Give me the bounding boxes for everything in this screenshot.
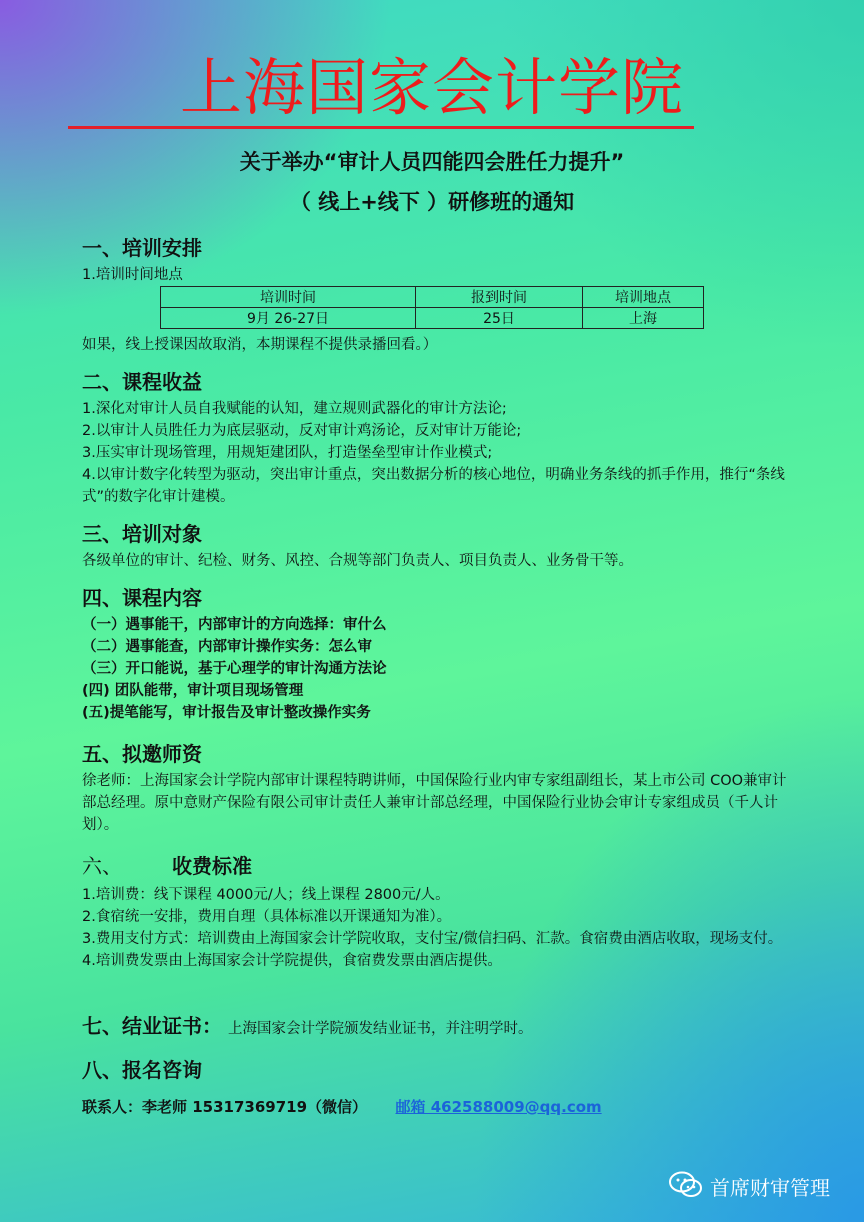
section5-heading: 五、拟邀师资 (82, 742, 202, 766)
section8-heading: 八、报名咨询 (82, 1058, 202, 1082)
section7-heading: 七、结业证书： (82, 1014, 222, 1038)
table-row (161, 308, 704, 329)
list-item: （二）遇事能查，内部审计操作实务：怎么审 (82, 639, 372, 655)
section6-heading-num: 六、 (82, 854, 122, 878)
list-item: （三）开口能说，基于心理学的审计沟通方法论 (82, 661, 387, 677)
section4-heading: 四、课程内容 (82, 586, 202, 610)
list-item: 4.以审计数字化转型为驱动，突出审计重点，突出数据分析的核心地位，明确业务条线的抓手作用，推行“条线式”的数字化审计建模。 (82, 467, 785, 505)
list-item: 2.以审计人员胜任力为底层驱动，反对审计鸡汤论，反对审计万能论; (82, 423, 522, 439)
brand-underline (68, 126, 694, 129)
contact-line (82, 1096, 602, 1117)
table-header-cell: 培训时间 (161, 287, 416, 308)
table-cell: 25日 (416, 308, 583, 329)
list-item: (五)提笔能写，审计报告及审计整改操作实务 (82, 705, 371, 721)
section7 (82, 1010, 533, 1039)
section3-heading: 三、培训对象 (82, 522, 202, 546)
section6-list (82, 884, 788, 972)
list-item: 3.费用支付方式：培训费由上海国家会计学院收取，支付宝/微信扫码、汇款。食宿费由酒店收取，现场支付。 (82, 931, 783, 947)
table-cell: 9月 26-27日 (161, 308, 416, 329)
table-header-row (161, 287, 704, 308)
list-item: 1.深化对审计人员自我赋能的认知，建立规则武器化的审计方法论; (82, 401, 507, 417)
section2-list (82, 398, 788, 508)
email-link[interactable]: 邮箱 462588009@qq.com (395, 1098, 602, 1116)
list-item: （一）遇事能干，内部审计的方向选择：审什么 (82, 617, 387, 633)
table-cell: 上海 (583, 308, 704, 329)
table-header-cell: 培训地点 (583, 287, 704, 308)
schedule-table (160, 286, 704, 329)
section3-text: 各级单位的审计、纪检、财务、风控、合规等部门负责人、项目负责人、业务骨干等。 (82, 553, 633, 569)
section6-heading (82, 850, 252, 879)
section1-heading: 一、培训安排 (82, 236, 202, 260)
footer-account-name: 首席财审管理 (710, 1176, 830, 1200)
brand-title: 上海国家会计学院 (179, 51, 684, 124)
list-item: 2.食宿统一安排，费用自理（具体标准以开课通知为准）。 (82, 909, 452, 925)
section2-heading: 二、课程收益 (82, 370, 202, 394)
list-item: 3.压实审计现场管理，用规矩建团队，打造堡垒型审计作业模式; (82, 445, 493, 461)
notice-title-line1: 关于举办“审计人员四能四会胜任力提升” (239, 150, 625, 174)
section7-text: 上海国家会计学院颁发结业证书，并注明学时。 (228, 1021, 533, 1037)
section5-text: 徐老师：上海国家会计学院内部审计课程特聘讲师，中国保险行业内审专家组副组长，某上市公司 COO兼审计部总经理。原中意财产保险有限公司审计责任人兼审计部总经理，中国保险行业协会审计专家组成员（千人计划）。 (82, 773, 787, 833)
section1-note: 如果，线上授课因故取消，本期课程不提供录播回看。） (82, 337, 438, 353)
section6-heading-text: 收费标准 (172, 854, 252, 878)
list-item: 4.培训费发票由上海国家会计学院提供，食宿费发票由酒店提供。 (82, 953, 502, 969)
wechat-icon (668, 1170, 704, 1198)
notice-title-line2: （ 线上+线下 ）研修班的通知 (289, 190, 575, 214)
list-item: (四) 团队能带，审计项目现场管理 (82, 683, 304, 699)
section1-sub: 1.培训时间地点 (82, 267, 183, 283)
section4-list (82, 614, 788, 724)
table-header-cell: 报到时间 (416, 287, 583, 308)
list-item: 1.培训费：线下课程 4000元/人；线上课程 2800元/人。 (82, 887, 450, 903)
contact-person: 联系人：李老师 15317369719（微信） (82, 1098, 368, 1116)
